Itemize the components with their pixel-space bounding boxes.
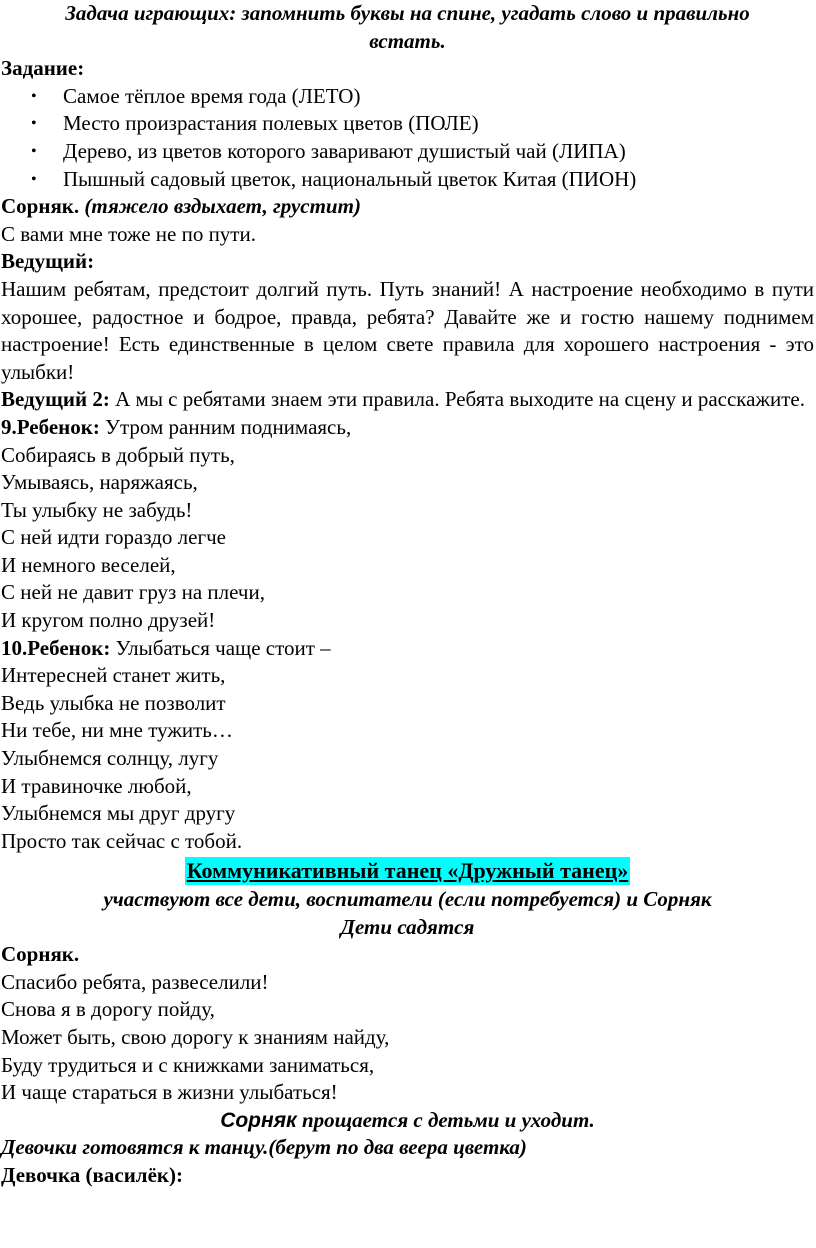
poem-line: Может быть, свою дорогу к знаниям найду, — [1, 1024, 390, 1049]
children-sit-note: Дети садятся — [340, 914, 475, 939]
poem-line: Улыбнемся солнцу, лугу — [1, 746, 219, 771]
poem-line: С ней идти гораздо легче — [1, 525, 226, 550]
task-item: • Место произрастания полевых цветов (ПОЛЕ) — [63, 110, 814, 138]
poem-line: И травиночке любой, — [1, 773, 192, 798]
girls-note: Девочки готовятся к танцу.(берут по два веера цветка) — [1, 1135, 527, 1160]
stage-remark: (тяжело вздыхает, грустит) — [84, 194, 361, 219]
host-1-label: Ведущий: — [1, 249, 95, 274]
poem-line: И кругом полно друзей! — [1, 608, 216, 633]
farewell-text: прощается с детьми и уходит. — [301, 1107, 595, 1132]
sornyak-2-speech — [1, 969, 814, 1107]
task-label: Задание: — [1, 56, 85, 81]
dance-title: Коммуникативный танец «Дружный танец» — [186, 858, 629, 884]
host-2-paragraph — [1, 386, 814, 414]
poem-line: И чаще стараться в жизни улыбаться! — [1, 1080, 338, 1105]
farewell-note — [1, 1107, 814, 1135]
poem-line: Утром ранним поднимаясь, — [105, 414, 352, 439]
poem-line: Собираясь в добрый путь, — [1, 442, 235, 467]
child-9-poem — [1, 414, 814, 635]
poem-line: Ведь улыбка не позволит — [1, 690, 226, 715]
poem-line: Интересней станет жить, — [1, 663, 226, 688]
poem-line: Спасибо ребята, развеселили! — [1, 969, 269, 994]
girl-label: Девочка (василёк): — [1, 1162, 183, 1187]
speaker-name: Сорняк. — [1, 194, 80, 219]
poem-line: Ты улыбку не забудь! — [1, 497, 193, 522]
host-1-speech: Нашим ребятам, предстоит долгий путь. Путь знаний! А настроение необходимо в пути хорошее, радостное и бодрое, правда, ребята? Давайте же и гостю нашему поднимем настроение! Есть единственные в целом свете правила для хорошего настроения - это улыбки! — [1, 276, 814, 384]
poem-line: Ни тебе, ни мне тужить… — [1, 718, 233, 743]
intro-line-2: встать. — [369, 28, 446, 53]
poem-line: Улыбнемся мы друг другу — [1, 801, 236, 826]
task-list — [1, 83, 814, 193]
child-10-label: 10.Ребенок: — [1, 635, 111, 660]
poem-line: С ней не давит груз на плечи, — [1, 580, 265, 605]
task-item: • Самое тёплое время года (ЛЕТО) — [63, 83, 814, 111]
dance-note: участвуют все дети, воспитатели (если потребуется) и Сорняк — [103, 887, 712, 911]
host-2-speech: А мы с ребятами знаем эти правила. Ребята выходите на сцену и расскажите. — [115, 387, 805, 412]
sornyak-2-label: Сорняк. — [1, 942, 80, 967]
sornyak-speech-1: С вами мне тоже не по пути. — [1, 221, 256, 246]
poem-line: Просто так сейчас с тобой. — [1, 828, 243, 853]
child-9-label: 9.Ребенок: — [1, 414, 100, 439]
dance-heading — [1, 857, 814, 886]
sornyak-line-1 — [1, 193, 814, 221]
poem-line: Умываясь, наряжаясь, — [1, 470, 198, 495]
intro-instruction — [1, 0, 814, 55]
task-item: • Пышный садовый цветок, национальный цветок Китая (ПИОН) — [63, 166, 814, 194]
task-item: • Дерево, из цветов которого заваривают душистый чай (ЛИПА) — [63, 138, 814, 166]
poem-line: Буду трудиться и с книжками заниматься, — [1, 1052, 375, 1077]
host-2-label: Ведущий 2: — [1, 387, 110, 412]
farewell-name: Сорняк — [220, 1108, 297, 1132]
poem-line: Снова я в дорогу пойду, — [1, 997, 215, 1022]
poem-line: И немного веселей, — [1, 552, 176, 577]
intro-line-1: Задача играющих: запомнить буквы на спине, угадать слово и правильно — [65, 1, 750, 25]
poem-line: Улыбаться чаще стоит – — [115, 635, 331, 660]
child-10-poem — [1, 635, 814, 856]
